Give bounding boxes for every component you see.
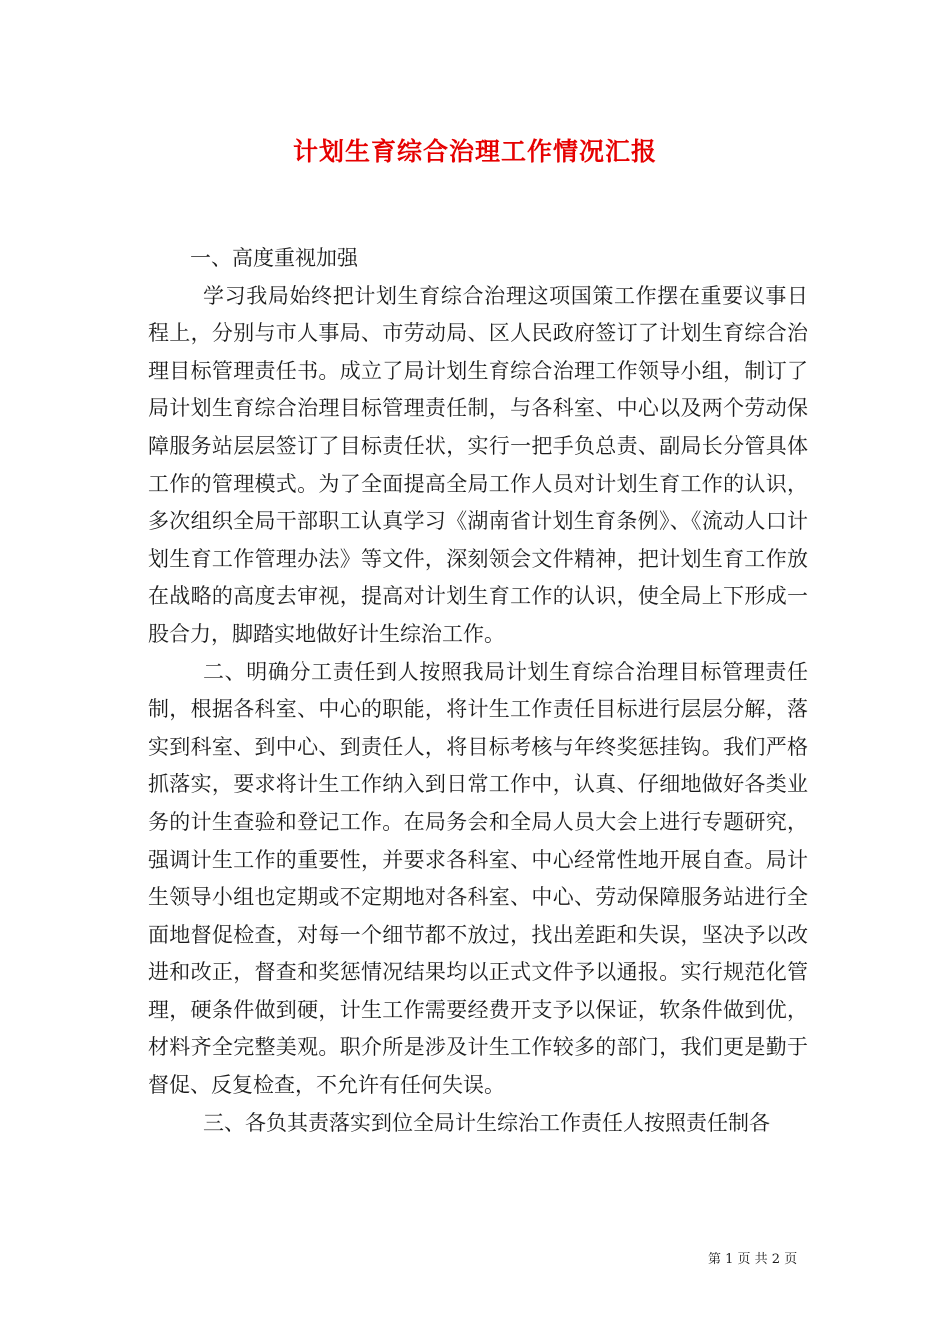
paragraph-1: 学习我局始终把计划生育综合治理这项国策工作摆在重要议事日程上，分别与市人事局、市劳动局、区人民政府签订了计划生育综合治理目标管理责任书。成立了局计划生育综合治理工作领导小组，制订了局计划生育综合治理目标管理责任制，与各科室、中心以及两个劳动保障服务站层层签订了目标责任状，实行一把手负总责、副局长分管具体工作的管理模式。为了全面提高全局工作人员对计划生育工作的认识，多次组织全局干部职工认真学习《湖南省计划生育条例》、《流动人口计划生育工作管理办法》等文件，深刻领会文件精神，把计划生育工作放在战略的高度去审视，提高对计划生育工作的认识，使全局上下形成一股合力，脚踏实地做好计生综治工作。 (148, 283, 808, 646)
section-heading-1: 一、高度重视加强 (190, 246, 358, 270)
page-number-footer: 第 1 页 共 2 页 (708, 1252, 798, 1267)
paragraph-3: 三、各负其责落实到位全局计生综治工作责任人按照责任制各 (203, 1110, 770, 1135)
document-title: 计划生育综合治理工作情况汇报 (292, 137, 657, 166)
paragraph-2: 二、明确分工责任到人按照我局计划生育综合治理目标管理责任制，根据各科室、中心的职能，将计生工作责任目标进行层层分解，落实到科室、到中心、到责任人，将目标考核与年终奖惩挂钩。我们严格抓落实，要求将计生工作纳入到日常工作中，认真、仔细地做好各类业务的计生查验和登记工作。在局务会和全局人员大会上进行专题研究，强调计生工作的重要性，并要求各科室、中心经常性地开展自查。局计生领导小组也定期或不定期地对各科室、中心、劳动保障服务站进行全面地督促检查，对每一个细节都不放过，找出差距和失误，坚决予以改进和改正，督查和奖惩情况结果均以正式文件予以通报。实行规范化管理，硬条件做到硬，计生工作需要经费开支予以保证，软条件做到优，材料齐全完整美观。职介所是涉及计生工作较多的部门，我们更是勤于督促、反复检查，不允许有任何失误。 (148, 659, 808, 1098)
document-body (148, 240, 808, 1142)
